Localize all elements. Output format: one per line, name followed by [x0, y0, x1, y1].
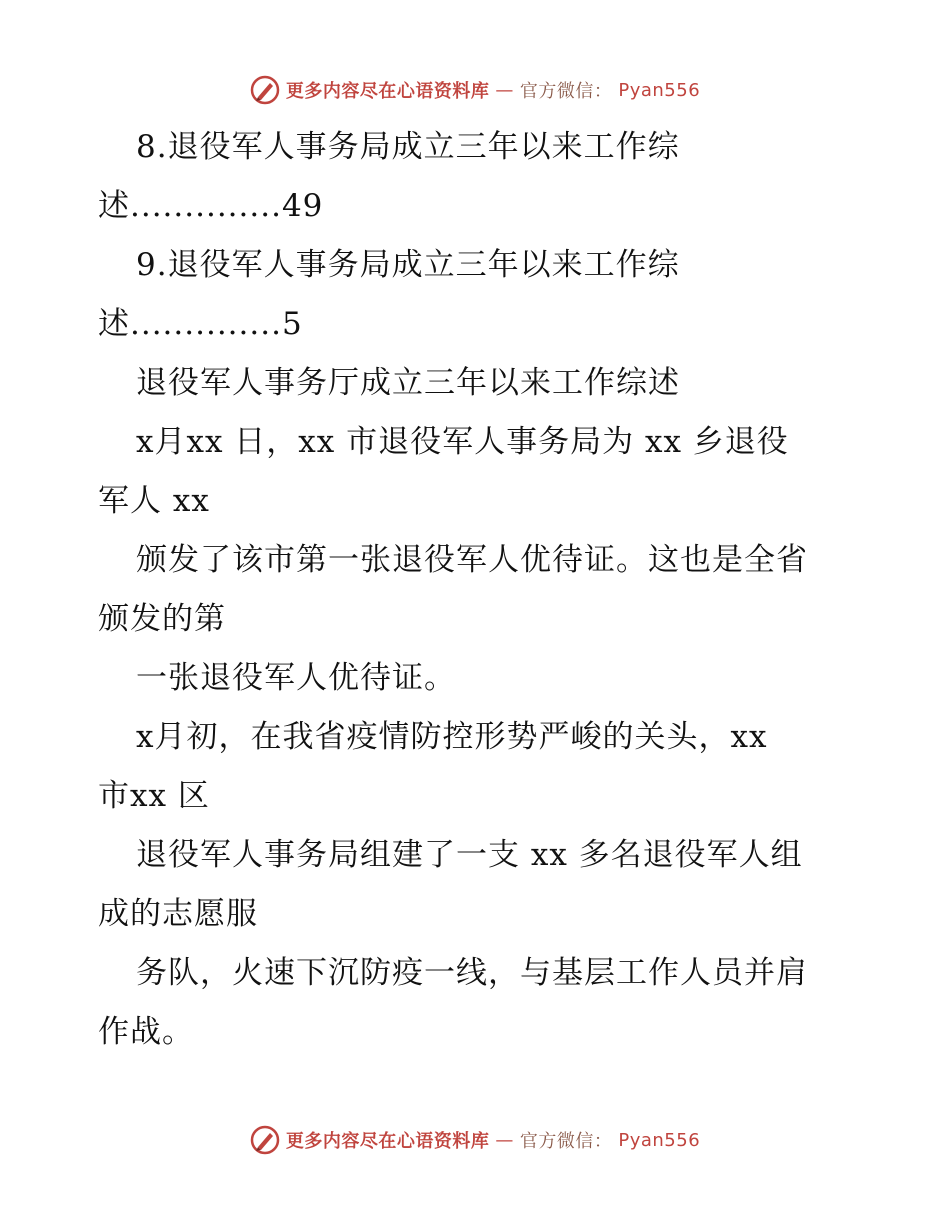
text-line: x月xx 日，xx 市退役军人事务局为 xx 乡退役	[136, 424, 789, 460]
text-line: 退役军人事务局组建了一支 xx 多名退役军人组	[136, 837, 803, 873]
watermark-wechat-id: Pyan556	[618, 1129, 701, 1151]
watermark-dash: —	[495, 1129, 514, 1151]
watermark-dash: —	[495, 79, 514, 101]
text-line: 9.退役军人事务局成立三年以来工作综	[136, 247, 680, 283]
text-line: 退役军人事务厅成立三年以来工作综述	[136, 365, 680, 401]
pen-logo-icon	[250, 1125, 280, 1155]
text-line: 市xx 区	[98, 778, 210, 814]
header-watermark	[0, 72, 950, 108]
watermark-brand: 更多内容尽在心语资料库	[285, 81, 490, 102]
text-line: x月初，在我省疫情防控形势严峻的关头，xx	[136, 719, 768, 755]
text-line: 颁发的第	[98, 601, 226, 637]
text-line: 务队，火速下沉防疫一线，与基层工作人员并肩	[136, 955, 808, 991]
pen-logo-icon	[250, 75, 280, 105]
text-line: 作战。	[98, 1014, 194, 1050]
text-line: 成的志愿服	[98, 896, 258, 932]
footer-watermark	[0, 1122, 950, 1158]
text-line: 颁发了该市第一张退役军人优待证。这也是全省	[136, 542, 808, 578]
document-body	[98, 118, 858, 1062]
watermark-brand: 更多内容尽在心语资料库	[285, 1131, 490, 1152]
watermark-official-label: 官方微信：	[519, 81, 613, 102]
text-line: 一张退役军人优待证。	[136, 660, 456, 696]
text-line: 述..............5	[98, 306, 303, 342]
text-line: 8.退役军人事务局成立三年以来工作综	[136, 129, 680, 165]
text-line: 军人 xx	[98, 483, 210, 519]
watermark-wechat-id: Pyan556	[618, 79, 701, 101]
text-line: 述..............49	[98, 188, 324, 224]
watermark-official-label: 官方微信：	[519, 1131, 613, 1152]
